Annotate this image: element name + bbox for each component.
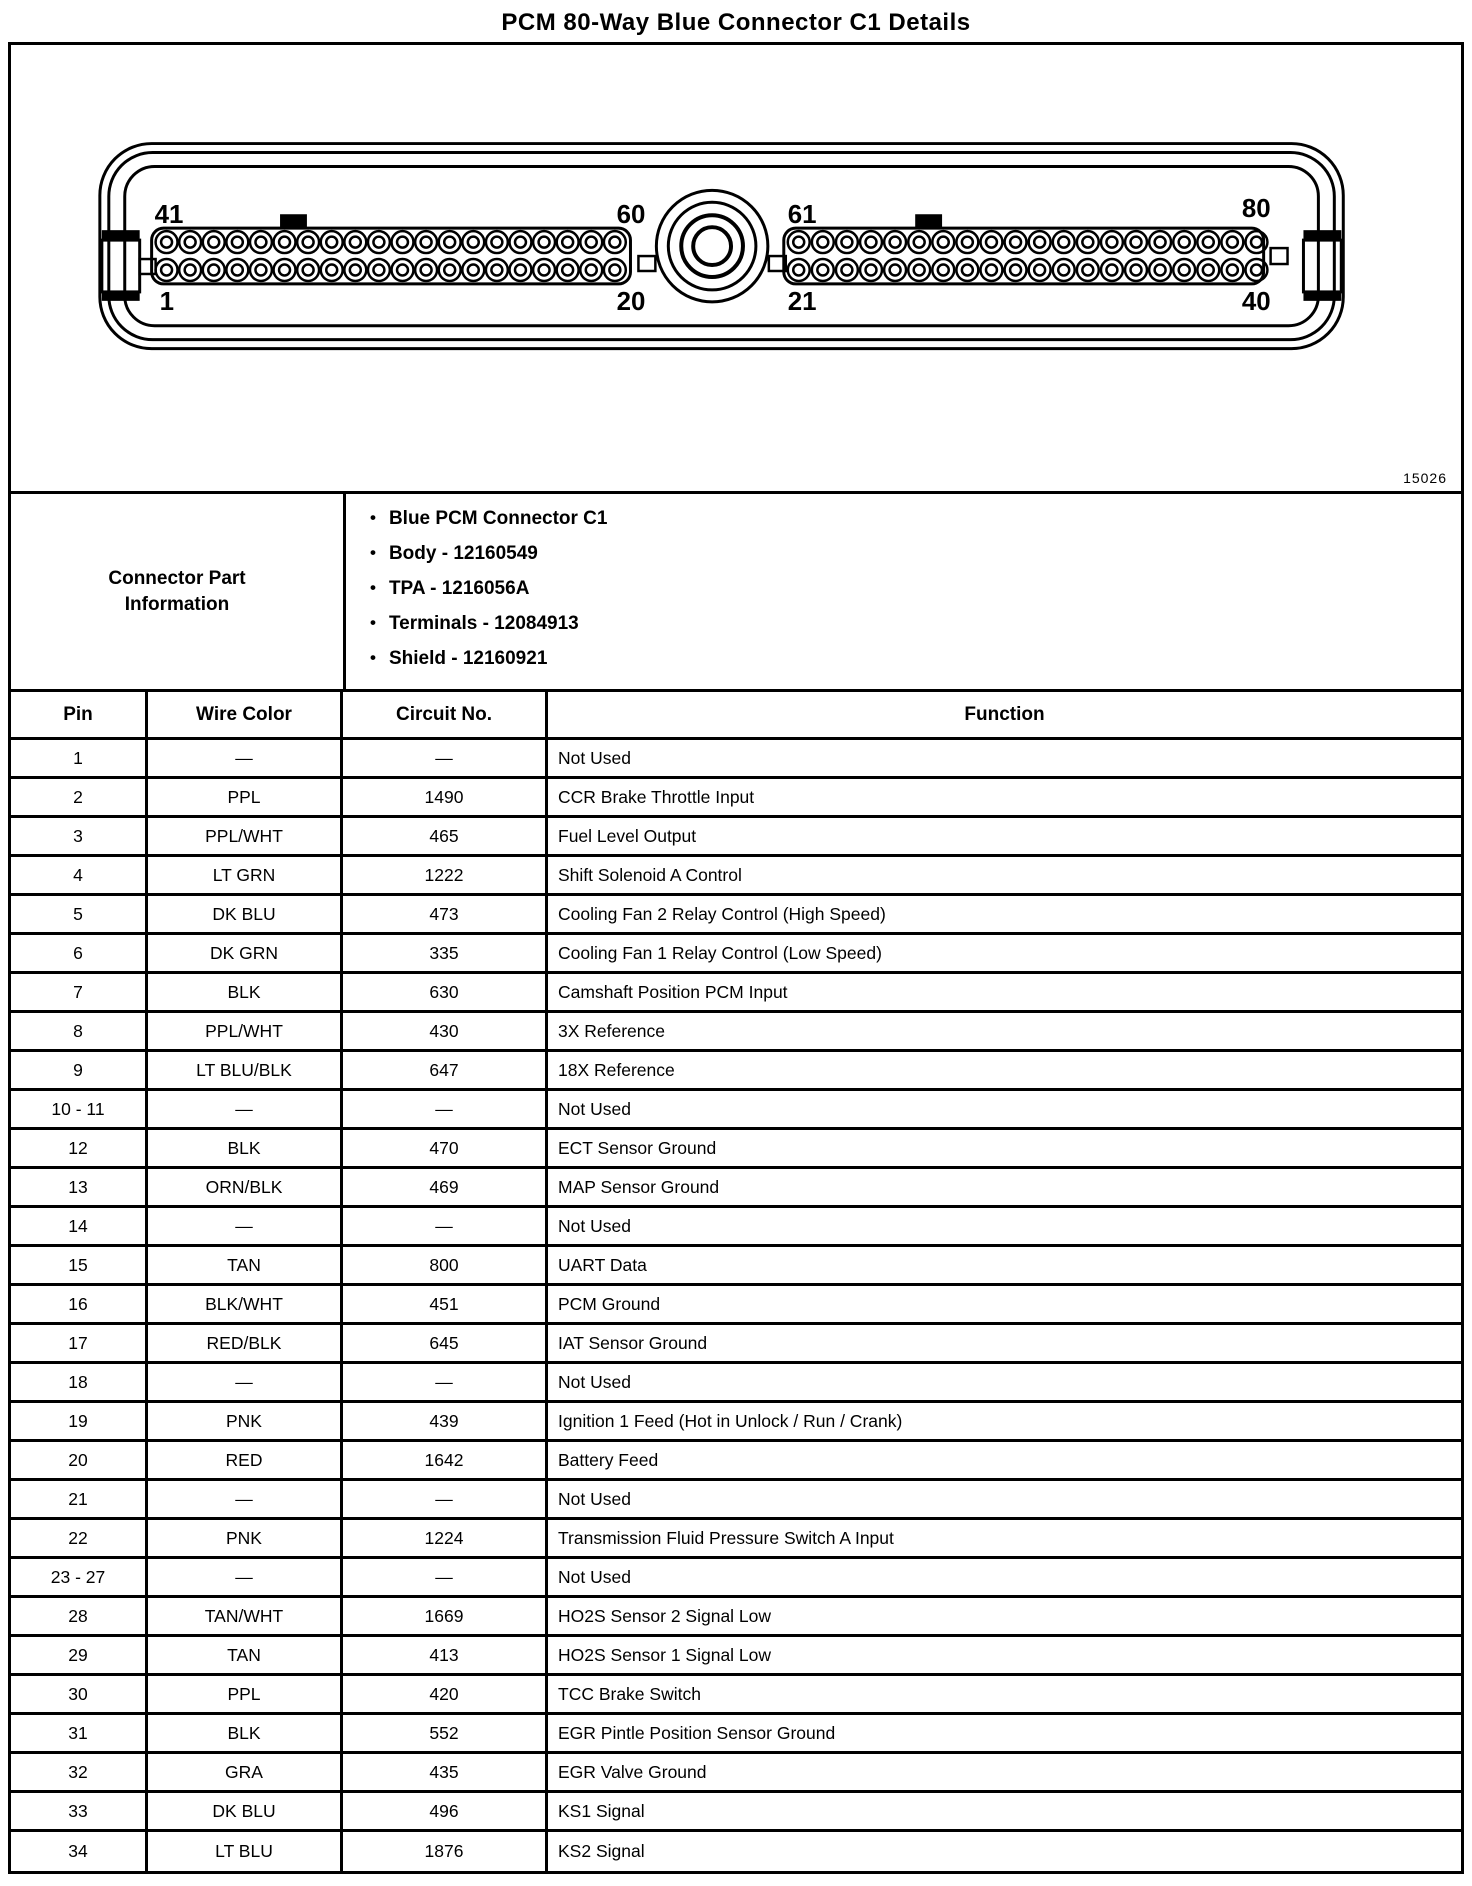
table-row: [11, 740, 1461, 779]
function-cell: Ignition 1 Feed (Hot in Unlock / Run / Crank): [558, 1410, 903, 1431]
circuit-cell: 413: [343, 1637, 548, 1673]
page-title: PCM 80-Way Blue Connector C1 Details: [501, 9, 971, 36]
pin-cell: 6: [11, 935, 148, 971]
table-row: [11, 1793, 1461, 1832]
wire-color-cell: BLK: [148, 974, 343, 1010]
function-cell: Shift Solenoid A Control: [558, 864, 742, 885]
wire-color-cell: LT BLU: [148, 1832, 343, 1871]
function-cell: KS1 Signal: [558, 1800, 645, 1821]
latch-right-notch: [1271, 248, 1288, 264]
table-row: [11, 1364, 1461, 1403]
table-row: [11, 779, 1461, 818]
pin-cell: 2: [11, 779, 148, 815]
wire-color-cell: BLK: [148, 1715, 343, 1751]
boss-notch-left: [638, 256, 655, 271]
part-info-details: [346, 494, 1461, 689]
table-row: [11, 1247, 1461, 1286]
pin-cell: 7: [11, 974, 148, 1010]
wire-color-cell: BLK/WHT: [148, 1286, 343, 1322]
wire-color-cell: TAN: [148, 1637, 343, 1673]
function-cell: Cooling Fan 1 Relay Control (Low Speed): [558, 942, 882, 963]
table-row: [11, 974, 1461, 1013]
center-bolt-boss: [681, 215, 743, 277]
wire-color-cell: —: [148, 1559, 343, 1595]
latch-left: [102, 230, 140, 239]
wire-color-cell: —: [148, 1091, 343, 1127]
circuit-cell: 1224: [343, 1520, 548, 1556]
wire-color-cell: LT BLU/BLK: [148, 1052, 343, 1088]
circuit-cell: 647: [343, 1052, 548, 1088]
pin-table-header-row: [11, 692, 1461, 740]
function-cell: Battery Feed: [558, 1449, 659, 1470]
circuit-cell: —: [343, 1559, 548, 1595]
wire-color-cell: PPL/WHT: [148, 818, 343, 854]
function-cell: HO2S Sensor 2 Signal Low: [558, 1605, 772, 1626]
wire-color-cell: RED/BLK: [148, 1325, 343, 1361]
pin-cell: 4: [11, 857, 148, 893]
part-info-bullet-list: [370, 508, 1461, 670]
function-cell: Not Used: [558, 1371, 631, 1392]
circuit-cell: —: [343, 740, 548, 776]
pin-cell: 23 - 27: [11, 1559, 148, 1595]
circuit-cell: 496: [343, 1793, 548, 1829]
table-row: [11, 1286, 1461, 1325]
latch-right: [1303, 293, 1341, 301]
column-header-pin: Pin: [11, 692, 148, 737]
pin-cell: 10 - 11: [11, 1091, 148, 1127]
pin-number-label: 60: [616, 201, 646, 230]
table-row: [11, 1403, 1461, 1442]
function-cell: HO2S Sensor 1 Signal Low: [558, 1644, 772, 1665]
table-row: [11, 857, 1461, 896]
circuit-cell: 1669: [343, 1598, 548, 1634]
wire-color-cell: GRA: [148, 1754, 343, 1790]
circuit-cell: —: [343, 1208, 548, 1244]
table-row: [11, 1598, 1461, 1637]
circuit-cell: 451: [343, 1286, 548, 1322]
table-row: [11, 1013, 1461, 1052]
wire-color-cell: ORN/BLK: [148, 1169, 343, 1205]
function-cell: EGR Pintle Position Sensor Ground: [558, 1722, 836, 1743]
wire-color-cell: PPL: [148, 779, 343, 815]
pin-cell: 18: [11, 1364, 148, 1400]
function-cell: Cooling Fan 2 Relay Control (High Speed): [558, 903, 886, 924]
circuit-cell: 630: [343, 974, 548, 1010]
key-tab-right: [915, 214, 942, 229]
connector-figure: [8, 42, 1464, 494]
wire-color-cell: PPL: [148, 1676, 343, 1712]
circuit-cell: 465: [343, 818, 548, 854]
table-row: [11, 1325, 1461, 1364]
wire-color-cell: PNK: [148, 1520, 343, 1556]
function-cell: 3X Reference: [558, 1020, 666, 1041]
table-row: [11, 1091, 1461, 1130]
table-row: [11, 896, 1461, 935]
wire-color-cell: —: [148, 1208, 343, 1244]
part-info-label: Connector Part Information: [11, 494, 346, 689]
pin-cell: 5: [11, 896, 148, 932]
table-row: [11, 1637, 1461, 1676]
table-row: [11, 1754, 1461, 1793]
function-cell: MAP Sensor Ground: [558, 1176, 720, 1197]
circuit-cell: 473: [343, 896, 548, 932]
pin-cell: 30: [11, 1676, 148, 1712]
function-cell: PCM Ground: [558, 1293, 661, 1314]
pin-cell: 17: [11, 1325, 148, 1361]
wire-color-cell: BLK: [148, 1130, 343, 1166]
table-row: [11, 935, 1461, 974]
pin-cell: 28: [11, 1598, 148, 1634]
circuit-cell: 552: [343, 1715, 548, 1751]
circuit-cell: 469: [343, 1169, 548, 1205]
pin-cell: 9: [11, 1052, 148, 1088]
part-info-bullet: • Blue PCM Connector C1: [370, 508, 1461, 530]
circuit-cell: 645: [343, 1325, 548, 1361]
wire-color-cell: PPL/WHT: [148, 1013, 343, 1049]
pin-number-label: 21: [787, 287, 817, 316]
wire-color-cell: —: [148, 1481, 343, 1517]
circuit-cell: 439: [343, 1403, 548, 1439]
wire-color-cell: DK BLU: [148, 896, 343, 932]
part-info-bullet: • Terminals - 12084913: [370, 613, 1461, 635]
function-cell: IAT Sensor Ground: [558, 1332, 708, 1353]
pin-cell: 15: [11, 1247, 148, 1283]
part-info-section: [8, 494, 1464, 692]
center-bolt-boss: [693, 227, 731, 265]
pin-cell: 29: [11, 1637, 148, 1673]
pin-number-label: 80: [1241, 195, 1271, 224]
table-row: [11, 1832, 1461, 1871]
pin-cell: 31: [11, 1715, 148, 1751]
circuit-cell: —: [343, 1364, 548, 1400]
latch-right: [1303, 230, 1341, 239]
circuit-cell: 470: [343, 1130, 548, 1166]
wire-color-cell: PNK: [148, 1403, 343, 1439]
column-header-circuit-no: Circuit No.: [343, 692, 548, 737]
latch-left: [102, 293, 140, 301]
function-cell: Camshaft Position PCM Input: [558, 981, 788, 1002]
circuit-cell: 335: [343, 935, 548, 971]
pin-cell: 14: [11, 1208, 148, 1244]
pin-cell: 13: [11, 1169, 148, 1205]
table-row: [11, 1676, 1461, 1715]
pin-cell: 20: [11, 1442, 148, 1478]
function-cell: Not Used: [558, 747, 631, 768]
figure-number: 15026: [1403, 470, 1447, 486]
pin-cell: 1: [11, 740, 148, 776]
pin-cell: 32: [11, 1754, 148, 1790]
function-cell: Transmission Fluid Pressure Switch A Input: [558, 1527, 894, 1548]
table-row: [11, 1169, 1461, 1208]
table-row: [11, 1559, 1461, 1598]
table-row: [11, 1520, 1461, 1559]
pin-cell: 33: [11, 1793, 148, 1829]
table-row: [11, 1481, 1461, 1520]
circuit-cell: 1490: [343, 779, 548, 815]
function-cell: TCC Brake Switch: [558, 1683, 701, 1704]
column-header-function: Function: [964, 703, 1045, 725]
wire-color-cell: DK GRN: [148, 935, 343, 971]
circuit-cell: —: [343, 1091, 548, 1127]
part-info-bullet: • Shield - 12160921: [370, 648, 1461, 670]
pin-cell: 21: [11, 1481, 148, 1517]
pin-number-label: 40: [1241, 287, 1271, 316]
function-cell: Not Used: [558, 1488, 631, 1509]
pin-table-body: [11, 740, 1461, 1871]
function-cell: EGR Valve Ground: [558, 1761, 707, 1782]
connector-drawing: [11, 45, 1461, 491]
function-cell: KS2 Signal: [558, 1841, 645, 1861]
circuit-cell: 430: [343, 1013, 548, 1049]
function-cell: ECT Sensor Ground: [558, 1137, 717, 1158]
pin-cell: 12: [11, 1130, 148, 1166]
circuit-cell: 1876: [343, 1832, 548, 1871]
table-row: [11, 818, 1461, 857]
function-cell: Not Used: [558, 1566, 631, 1587]
pin-number-label: 41: [154, 201, 184, 230]
pin-number-label: 61: [787, 201, 817, 230]
function-cell: Fuel Level Output: [558, 825, 697, 846]
pin-number-label: 20: [616, 287, 646, 316]
circuit-cell: 800: [343, 1247, 548, 1283]
wire-color-cell: RED: [148, 1442, 343, 1478]
function-cell: CCR Brake Throttle Input: [558, 786, 755, 807]
column-header-wire-color: Wire Color: [148, 692, 343, 737]
pin-circles: [156, 231, 1268, 281]
latch-left-notch: [140, 259, 156, 274]
pin-cell: 22: [11, 1520, 148, 1556]
table-row: [11, 1130, 1461, 1169]
wire-color-cell: LT GRN: [148, 857, 343, 893]
part-info-bullet: • TPA - 1216056A: [370, 578, 1461, 600]
circuit-cell: 420: [343, 1676, 548, 1712]
table-row: [11, 1442, 1461, 1481]
pin-cell: 19: [11, 1403, 148, 1439]
pin-cell: 8: [11, 1013, 148, 1049]
circuit-cell: —: [343, 1481, 548, 1517]
pin-cell: 16: [11, 1286, 148, 1322]
wire-color-cell: DK BLU: [148, 1793, 343, 1829]
wire-color-cell: —: [148, 740, 343, 776]
wire-color-cell: —: [148, 1364, 343, 1400]
function-cell: Not Used: [558, 1215, 631, 1236]
center-bolt-boss: [656, 190, 768, 301]
function-cell: UART Data: [558, 1254, 647, 1275]
circuit-cell: 1642: [343, 1442, 548, 1478]
part-info-bullet: • Body - 12160549: [370, 543, 1461, 565]
pin-cell: 3: [11, 818, 148, 854]
table-row: [11, 1208, 1461, 1247]
table-row: [11, 1052, 1461, 1091]
circuit-cell: 435: [343, 1754, 548, 1790]
wire-color-cell: TAN/WHT: [148, 1598, 343, 1634]
pin-number-label: 1: [159, 287, 174, 316]
pin-table: [8, 692, 1464, 1874]
circuit-cell: 1222: [343, 857, 548, 893]
table-row: [11, 1715, 1461, 1754]
key-tab-left: [280, 214, 307, 229]
function-cell: 18X Reference: [558, 1059, 675, 1080]
pin-cell: 34: [11, 1832, 148, 1871]
wire-color-cell: TAN: [148, 1247, 343, 1283]
function-cell: Not Used: [558, 1098, 631, 1119]
